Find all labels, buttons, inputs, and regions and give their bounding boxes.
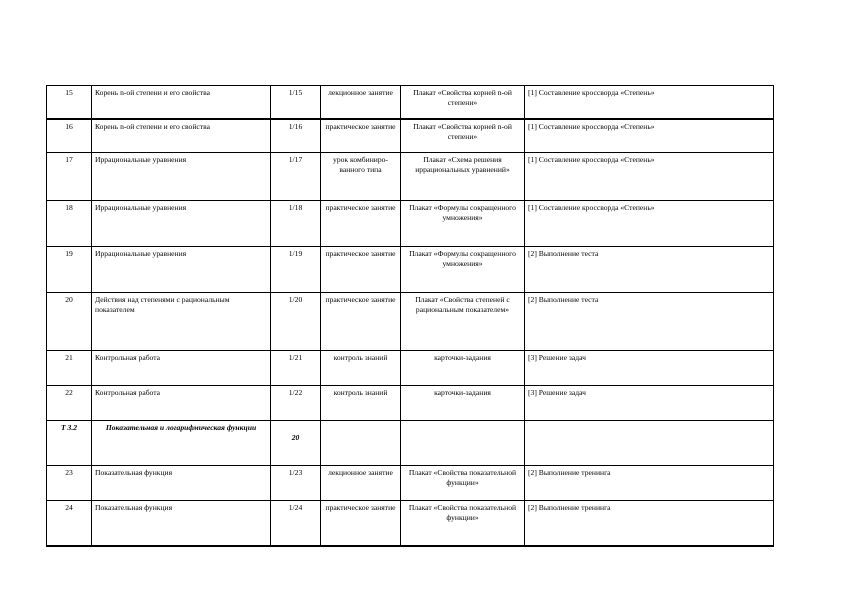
lesson-hours: 1/24 (271, 501, 321, 546)
lesson-form: практическое занятие (321, 501, 401, 546)
lesson-number: 23 (47, 466, 92, 501)
visual-aids: Плакат «Свойства степеней с рациональным показателем» (401, 293, 525, 351)
lesson-number: 16 (47, 119, 92, 153)
table-row (47, 247, 774, 293)
table-row (47, 386, 774, 421)
lesson-hours: 1/19 (271, 247, 321, 293)
homework: [1] Составление кроссворда «Степень» (525, 201, 774, 247)
homework: [3] Решение задач (525, 351, 774, 386)
visual-aids: карточки-задания (401, 386, 525, 421)
lesson-plan-table (46, 85, 774, 547)
homework: [2] Выполнение тренинга (525, 466, 774, 501)
lesson-number: 17 (47, 153, 92, 201)
homework: [1] Составление кроссворда «Степень» (525, 153, 774, 201)
lesson-topic: Иррациональные уравнения (92, 153, 271, 201)
visual-aids: Плакат «Свойства корней n-ой степени» (401, 86, 525, 119)
homework: [2] Выполнение тренинга (525, 501, 774, 546)
lesson-number: 19 (47, 247, 92, 293)
lesson-number: 22 (47, 386, 92, 421)
lesson-topic: Контрольная работа (92, 351, 271, 386)
homework: [2] Выполнение теста (525, 247, 774, 293)
section-title: Показательная и логарифмическая функции (92, 421, 271, 466)
lesson-form: практическое занятие (321, 119, 401, 153)
lesson-topic: Действия над степенями с рациональным показателем (92, 293, 271, 351)
lesson-hours: 1/15 (271, 86, 321, 119)
table-row (47, 293, 774, 351)
lesson-hours: 1/20 (271, 293, 321, 351)
lesson-form: практическое занятие (321, 293, 401, 351)
table-row (47, 119, 774, 153)
lesson-form: практическое занятие (321, 247, 401, 293)
lesson-form: лекционное занятие (321, 466, 401, 501)
section-hours-value: 20 (291, 433, 300, 442)
lesson-hours: 1/18 (271, 201, 321, 247)
table-row (47, 466, 774, 501)
lesson-topic: Иррациональные уравнения (92, 247, 271, 293)
table-row (47, 351, 774, 386)
lesson-form: практическое занятие (321, 201, 401, 247)
section-number: Т 3.2 (47, 421, 92, 466)
lesson-form: контроль знаний (321, 351, 401, 386)
lesson-number: 21 (47, 351, 92, 386)
homework: [2] Выполнение теста (525, 293, 774, 351)
lesson-topic: Корень n-ой степени и его свойства (92, 119, 271, 153)
section-visual (401, 421, 525, 466)
lesson-topic: Показательная функция (92, 501, 271, 546)
visual-aids: Плакат «Формулы сокращенного умножения» (401, 247, 525, 293)
lesson-form: урок комбиниро-ванного типа (321, 153, 401, 201)
visual-aids: Плакат «Формулы сокращенного умножения» (401, 201, 525, 247)
lesson-topic: Иррациональные уравнения (92, 201, 271, 247)
section-hours (271, 421, 321, 466)
visual-aids: Плакат «Свойства корней n-ой степени» (401, 119, 525, 153)
lesson-number: 20 (47, 293, 92, 351)
homework: [1] Составление кроссворда «Степень» (525, 119, 774, 153)
lesson-hours: 1/22 (271, 386, 321, 421)
table-row (47, 501, 774, 546)
homework: [3] Решение задач (525, 386, 774, 421)
section-row (47, 421, 774, 466)
lesson-hours: 1/17 (271, 153, 321, 201)
visual-aids: карточки-задания (401, 351, 525, 386)
lesson-topic: Показательная функция (92, 466, 271, 501)
section-form (321, 421, 401, 466)
lesson-number: 24 (47, 501, 92, 546)
lesson-hours: 1/16 (271, 119, 321, 153)
visual-aids: Плакат «Схема решения иррациональных уравнений» (401, 153, 525, 201)
lesson-number: 15 (47, 86, 92, 119)
visual-aids: Плакат «Свойства показательной функции» (401, 466, 525, 501)
homework: [1] Составление кроссворда «Степень» (525, 86, 774, 119)
lesson-form: контроль знаний (321, 386, 401, 421)
table-row (47, 201, 774, 247)
table-row (47, 153, 774, 201)
lesson-number: 18 (47, 201, 92, 247)
lesson-topic: Корень n-ой степени и его свойства (92, 86, 271, 119)
visual-aids: Плакат «Свойства показательной функции» (401, 501, 525, 546)
lesson-hours: 1/21 (271, 351, 321, 386)
lesson-hours: 1/23 (271, 466, 321, 501)
section-homework (525, 421, 774, 466)
lesson-form: лекционное занятие (321, 86, 401, 119)
table-row (47, 86, 774, 119)
lesson-topic: Контрольная работа (92, 386, 271, 421)
